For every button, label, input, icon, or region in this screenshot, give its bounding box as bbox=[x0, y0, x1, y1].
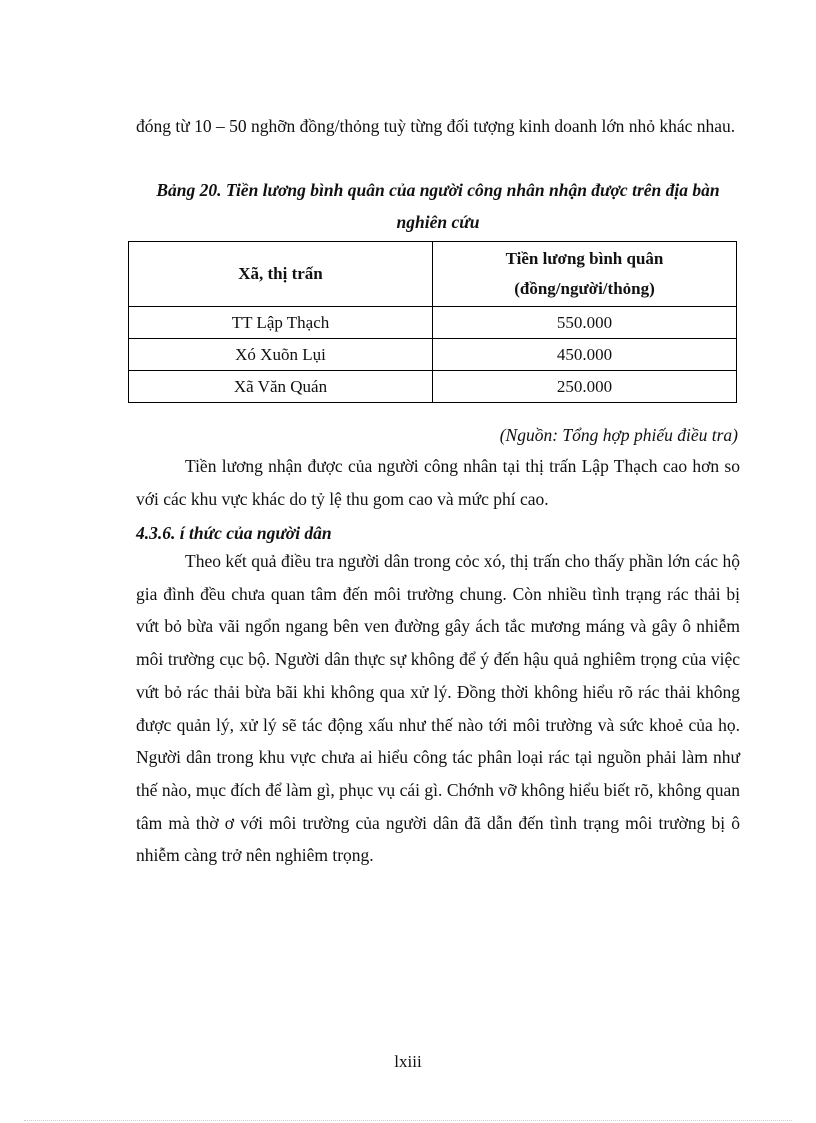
table-cell-salary: 450.000 bbox=[433, 339, 737, 371]
salary-paragraph-block bbox=[136, 450, 740, 515]
awareness-paragraph: Theo kết quả điều tra người dân trong cỏc xó, thị trấn cho thấy phần lớn các hộ gia đình đều chưa quan tâm đến môi trường chung. Còn nhiều tình trạng rác thải bị vứt bỏ bừa vãi ngổn ngang bên ven đường gây ách tắc mương máng và gây ô nhiễm môi trường cục bộ. Người dân thực sự không để ý đến hậu quả nghiêm trọng của việc vứt bỏ rác thải bừa bãi khi không qua xử lý. Đồng thời không hiểu rõ rác thải không được quản lý, xử lý sẽ tác động xấu như thế nào tới môi trường và sức khoẻ của họ. Người dân trong khu vực chưa ai hiểu công tác phân loại rác tại nguồn phải làm như thế nào, mục đích để làm gì, phục vụ cái gì. Chớnh vỡ không hiểu biết rõ, không quan tâm mà thờ ơ với môi trường của người dân đã dẫn đến tình trạng môi trường bị ô nhiễm càng trở nên nghiêm trọng. bbox=[136, 551, 740, 866]
table-cell-commune: Xó Xuõn Lụi bbox=[129, 339, 433, 371]
table-cell-commune: TT Lập Thạch bbox=[129, 307, 433, 339]
table-caption: Bảng 20. Tiền lương bình quân của người công nhân nhận được trên địa bàn nghiên cứu bbox=[156, 180, 720, 232]
intro-paragraph: đóng từ 10 – 50 nghỡn đồng/thỏng tuỳ từng đối tượng kinh doanh lớn nhỏ khác nhau. bbox=[136, 116, 736, 136]
table-header-row bbox=[129, 242, 737, 307]
table-row bbox=[129, 339, 737, 371]
page-number: lxiii bbox=[394, 1052, 422, 1071]
table-row bbox=[129, 371, 737, 403]
intro-paragraph-block bbox=[136, 110, 740, 143]
table-cell-commune: Xã Văn Quán bbox=[129, 371, 433, 403]
section-heading: 4.3.6. í thức của người dân bbox=[136, 523, 332, 543]
column-header-salary: Tiền lương bình quân (đồng/người/thỏng) bbox=[433, 242, 737, 307]
column-header-commune: Xã, thị trấn bbox=[129, 242, 433, 307]
table-row bbox=[129, 307, 737, 339]
salary-table bbox=[128, 241, 737, 403]
page-bottom-divider bbox=[24, 1120, 792, 1121]
awareness-paragraph-block bbox=[136, 545, 740, 872]
salary-paragraph: Tiền lương nhận được của người công nhân tại thị trấn Lập Thạch cao hơn so với các khu vực khác do tỷ lệ thu gom cao và mức phí cao. bbox=[136, 456, 740, 509]
table-cell-salary: 550.000 bbox=[433, 307, 737, 339]
table-cell-salary: 250.000 bbox=[433, 371, 737, 403]
table-source-note: (Nguồn: Tổng hợp phiếu điều tra) bbox=[499, 425, 738, 445]
